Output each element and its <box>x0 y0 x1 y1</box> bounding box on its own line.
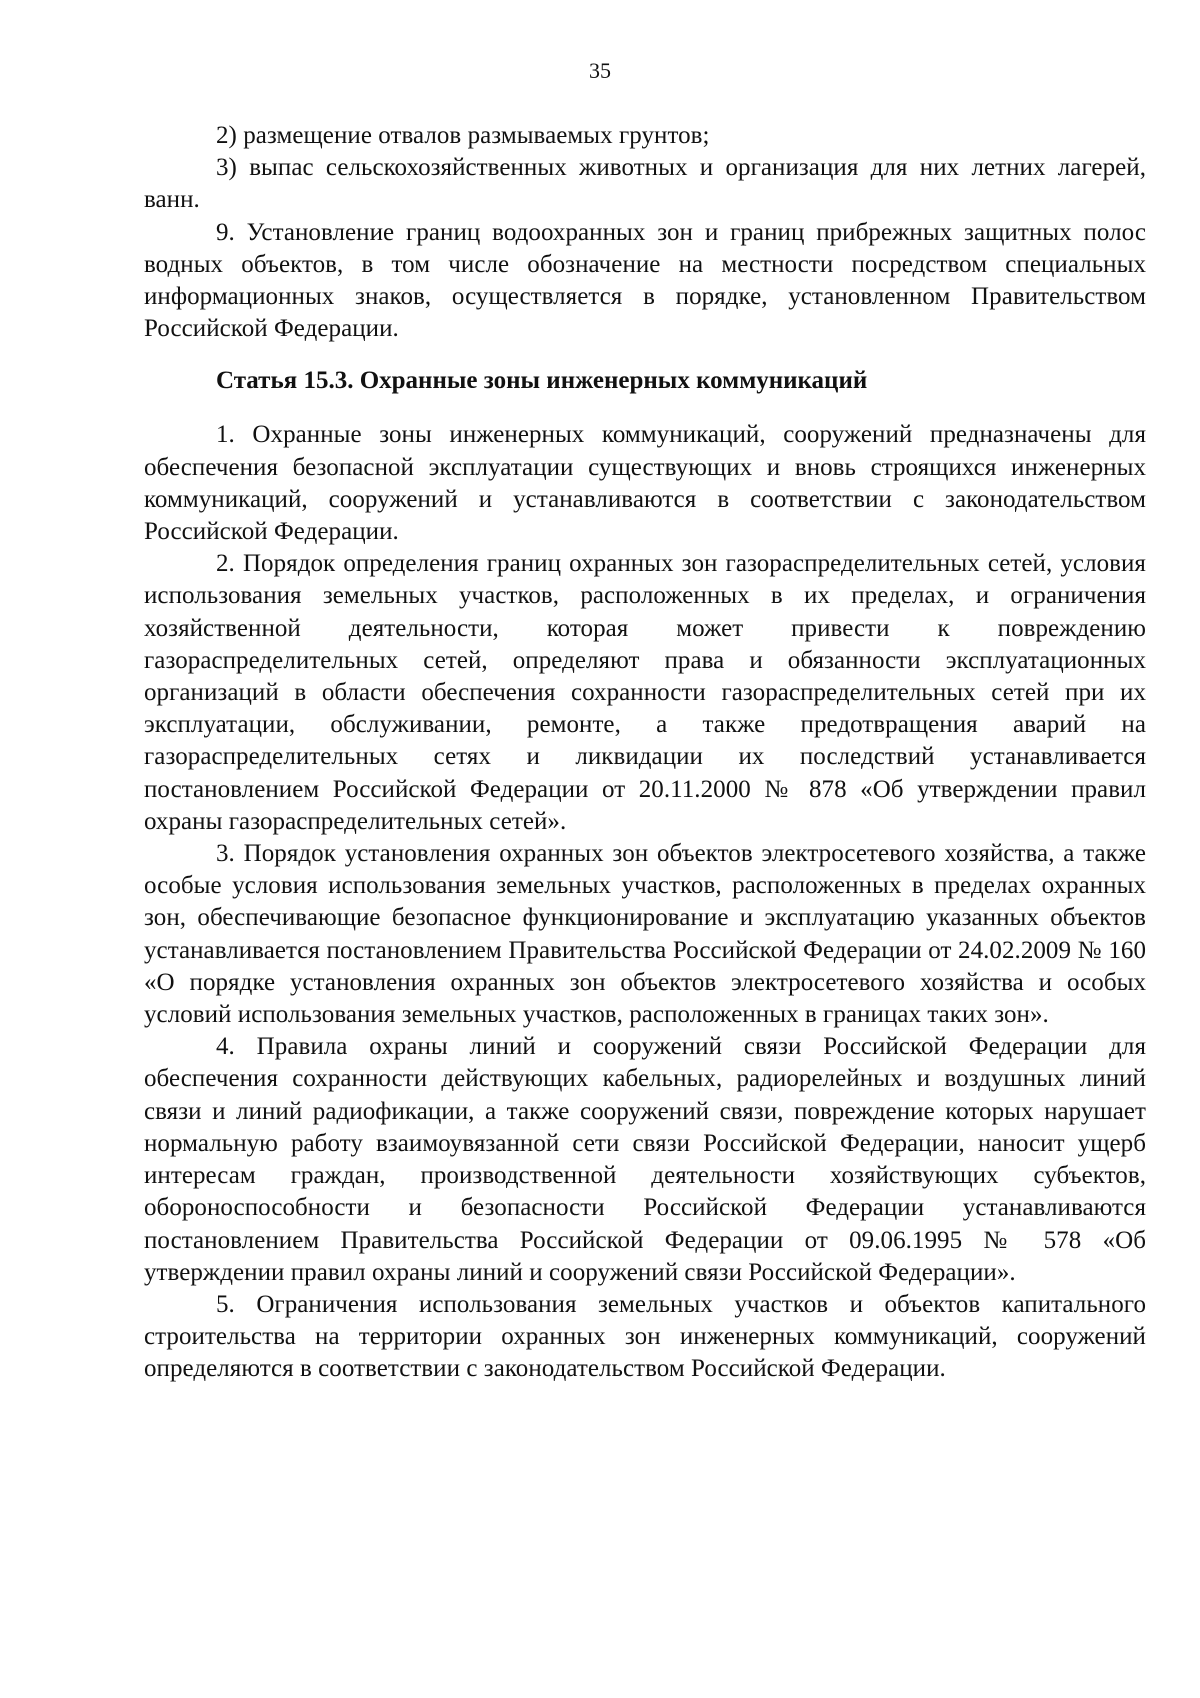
page-number: 35 <box>589 58 611 83</box>
article-paragraph-4: 4. Правила охраны линий и сооружений связи Российской Федерации для обеспечения сохранности действующих кабельных, радиорелейных и воздушных линий связи и линий радиофикации, а также сооружений связи, повреждение которых нарушает нормальную работу взаимоувязанной сети связи Российской Федерации, наносит ущерб интересам граждан, производственной деятельности хозяйствующих субъектов, обороноспособности и безопасности Российской Федерации устанавливаются постановлением Правительства Российской Федерации от 09.06.1995 № 578 «Об утверждении правил охраны линий и сооружений связи Российской Федерации». <box>144 1033 1146 1286</box>
article-paragraph-2: 2. Порядок определения границ охранных зон газораспределительных сетей, условия использования земельных участков, расположенных в их пределах, и ограничения хозяйственной деятельности, которая может привести к повреждению газораспределительных сетей, определяют права и обязанности эксплуатационных организаций в области обеспечения сохранности газораспределительных сетей при их эксплуатации, обслуживании, ремонте, а также предотвращения аварий на газораспределительных сетях и ликвидации их последствий устанавливается постановлением Российской Федерации от 20.11.2000 № 878 «Об утверждении правил охраны газораспределительных сетей». <box>144 550 1146 835</box>
paragraph-intro-2: 2) размещение отвалов размываемых грунтов; <box>216 122 710 149</box>
paragraph-intro-9: 9. Установление границ водоохранных зон и границ прибрежных защитных полос водных объектов, в том числе обозначение на местности посредством специальных информационных знаков, осуществляется в порядке, установленном Правительством Российской Федерации. <box>144 218 1146 343</box>
article-paragraph-3: 3. Порядок установления охранных зон объектов электросетевого хозяйства, а также особые условия использования земельных участков, расположенных в пределах охранных зон, обеспечивающие безопасное функционирование и эксплуатацию указанных объектов устанавливается постановлением Правительства Российской Федерации от 24.02.2009 № 160 «О порядке установления охранных зон объектов электросетевого хозяйства и особых условий использования земельных участков, расположенных в границах таких зон». <box>144 840 1146 1029</box>
article-title: Статья 15.3. Охранные зоны инженерных коммуникаций <box>216 367 868 395</box>
article-paragraph-1: 1. Охранные зоны инженерных коммуникаций, сооружений предназначены для обеспечения безопасной эксплуатации существующих и вновь строящихся инженерных коммуникаций, сооружений и устанавливаются в соответствии с законодательством Российской Федерации. <box>144 421 1146 546</box>
article-paragraph-5: 5. Ограничения использования земельных участков и объектов капитального строительства на территории охранных зон инженерных коммуникаций, сооружений определяются в соответствии с законодательством Российской Федерации. <box>144 1290 1146 1383</box>
document-body <box>144 120 1146 1386</box>
paragraph-intro-3: 3) выпас сельскохозяйственных животных и организация для них летних лагерей, ванн. <box>144 154 1146 214</box>
